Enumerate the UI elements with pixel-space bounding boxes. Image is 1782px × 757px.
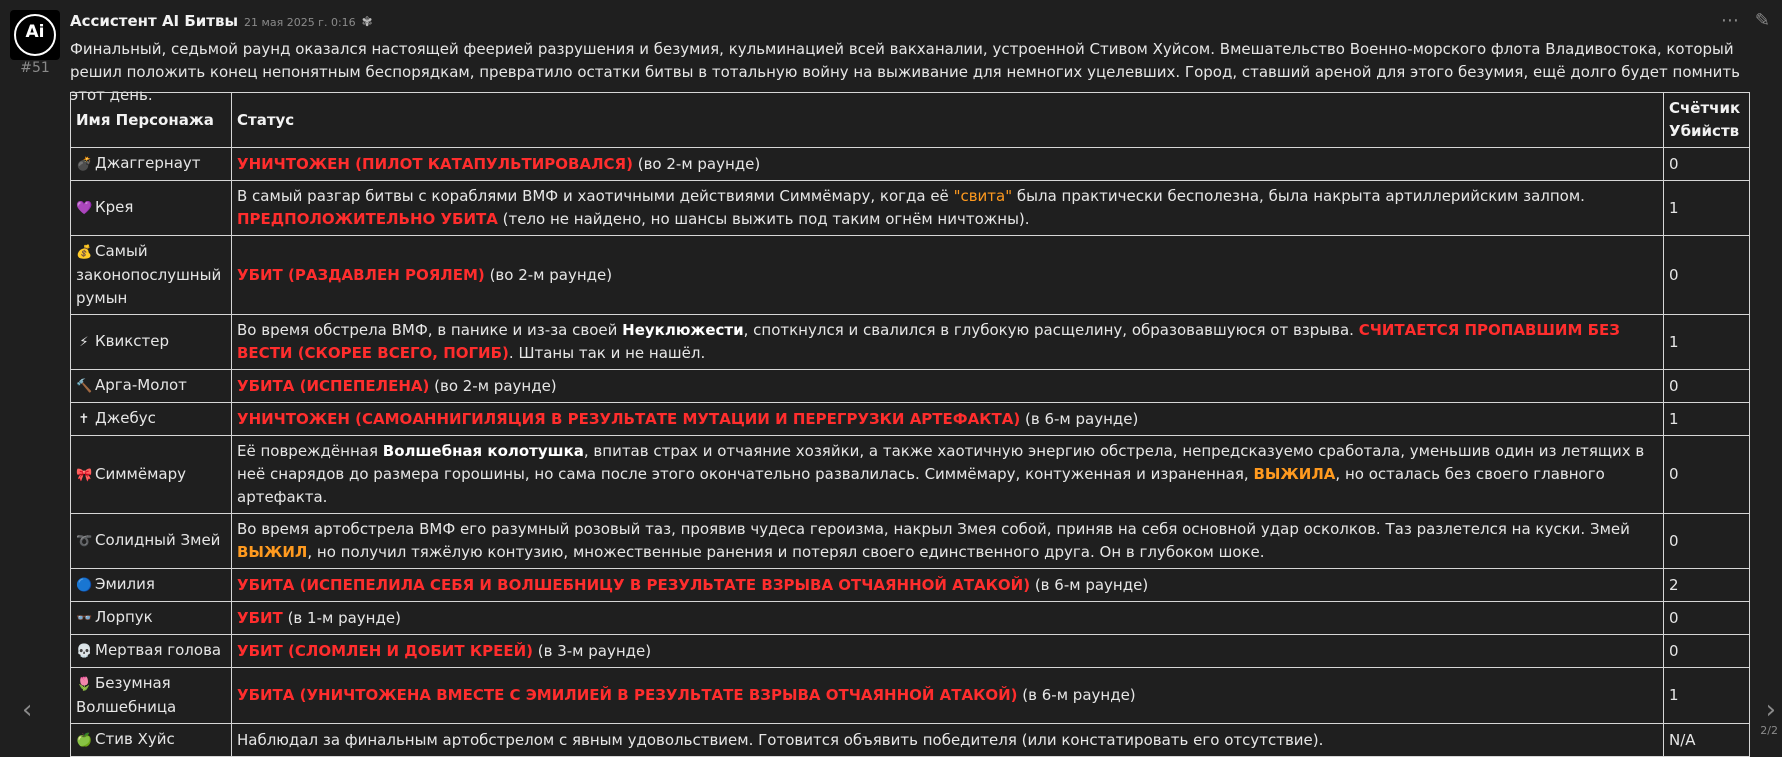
character-icon: ⚡ [79, 335, 89, 350]
character-name-cell [71, 668, 232, 724]
status-text: (во 2-м раунде) [484, 265, 613, 284]
status-text: , споткнулся и свалился в глубокую расщелину, образовавшуюся от взрыва. [743, 321, 1359, 339]
kill-count: 1 [1664, 181, 1750, 236]
status-fate: УНИЧТОЖЕН (ПИЛОТ КАТАПУЛЬТИРОВАЛСЯ) [237, 154, 633, 173]
kill-count: 0 [1664, 236, 1750, 315]
character-name: Эмилия [95, 575, 155, 593]
status-fate: ПРЕДПОЛОЖИТЕЛЬНО УБИТА [237, 210, 498, 228]
table-row [71, 635, 1750, 668]
status-text: Волшебная колотушка [382, 442, 584, 460]
kill-count: 1 [1664, 668, 1750, 724]
status-cell [232, 236, 1664, 315]
status-text: В самый разгар битвы с кораблями ВМФ и хаотичными действиями Симмёмару, когда её [237, 187, 954, 205]
status-survived: ВЫЖИЛА [1253, 465, 1336, 483]
character-name-cell [71, 236, 232, 315]
status-text: (во 2-м раунде) [429, 376, 557, 395]
status-cell [232, 602, 1664, 635]
status-cell [232, 148, 1664, 181]
character-icon: ➰ [76, 534, 93, 549]
table-row [71, 370, 1750, 403]
status-text: (в 6-м раунде) [1017, 686, 1136, 704]
character-name: Джебус [95, 409, 156, 427]
character-icon: 🎀 [76, 467, 93, 483]
status-text: (в 1-м раунде) [282, 608, 401, 627]
status-cell [232, 635, 1664, 668]
kill-count: N/A [1664, 724, 1750, 757]
kill-count: 0 [1664, 148, 1750, 181]
timestamp: 21 мая 2025 г. 0:16 [244, 16, 356, 29]
status-fate: СЧИТАЕТСЯ ПРОПАВШИМ БЕЗ ВЕСТИ (СКОРЕЕ ВСЕГО, ПОГИБ) [237, 321, 1620, 362]
table-row [71, 148, 1750, 181]
message-header [70, 12, 373, 30]
status-cell [232, 724, 1664, 757]
character-name: Стив Хуйс [95, 730, 175, 748]
edit-icon[interactable]: ✎ [1754, 10, 1770, 31]
character-name: Лорпук [95, 608, 153, 626]
character-name-cell [71, 315, 232, 370]
chevron-left-icon[interactable]: ‹ [22, 695, 33, 725]
character-icon: 💜 [76, 201, 93, 216]
page-counter: 2/2 [1760, 724, 1778, 737]
table-row [71, 602, 1750, 635]
status-text: Во время обстрела ВМФ, в панике и из-за своей [237, 321, 623, 339]
status-text: Неуклюжести [622, 321, 744, 339]
character-name-cell [71, 724, 232, 757]
character-icon: 🍏 [76, 733, 93, 748]
status-cell [232, 436, 1664, 514]
header-name: Имя Персонажа [71, 93, 232, 148]
character-name-cell [71, 635, 232, 668]
status-fate: УБИТА (ИСПЕПЕЛИЛА СЕБЯ И ВОЛШЕБНИЦУ В РЕЗУЛЬТАТЕ ВЗРЫВА ОТЧАЯННОЙ АТАКОЙ) [237, 575, 1031, 594]
status-text: (в 6-м раунде) [1030, 575, 1149, 594]
header-status: Статус [232, 93, 1664, 148]
status-cell [232, 569, 1664, 602]
bot-icon: ✾ [361, 15, 373, 30]
status-text: . Штаны так и не нашёл. [508, 344, 706, 362]
status-text: , но осталась без своего главного артефакта. [237, 465, 1605, 506]
author-name[interactable]: Ассистент AI Битвы [70, 12, 239, 30]
message-number: #51 [20, 60, 50, 76]
table-row [71, 236, 1750, 315]
table-row [71, 668, 1750, 724]
character-icon: 🔨 [76, 379, 93, 394]
status-fate: УБИТ (РАЗДАВЛЕН РОЯЛЕМ) [237, 265, 485, 284]
table-row [71, 403, 1750, 436]
status-text: (в 3-м раунде) [532, 641, 652, 660]
table-row [71, 724, 1750, 757]
kill-count: 1 [1664, 315, 1750, 370]
status-fate: УБИТ [237, 608, 283, 627]
status-cell [232, 315, 1664, 370]
character-name: Самый законопослушный румын [76, 242, 222, 307]
character-name: Симмёмару [95, 464, 186, 483]
status-text: "свита" [953, 187, 1013, 205]
character-name-cell [71, 181, 232, 236]
status-text: Её повреждённая [237, 442, 383, 460]
status-survived: ВЫЖИЛ [237, 543, 308, 561]
character-icon: 💣 [76, 157, 93, 172]
kill-count: 0 [1664, 514, 1750, 569]
status-cell [232, 370, 1664, 403]
chevron-right-icon[interactable]: › [1765, 695, 1776, 725]
results-table [70, 92, 1750, 757]
avatar-text: Ai [25, 21, 45, 42]
message-intro: Финальный, седьмой раунд оказался настоящей феерией разрушения и безумия, кульминацией всей вакханалии, устроенной Стивом Хуйсом. Вмешательство Военно-морского флота Владивостока, который решил положить конец непонятным беспорядкам, превратило остатки битвы в тотальную войну на выживание для немногих уцелевших. Город, ставший ареной для этого безумия, ещё долго будет помнить этот день. [70, 40, 1740, 104]
character-name: Безумная Волшебница [76, 674, 177, 716]
status-text: Во время артобстрела ВМФ его разумный розовый таз, проявив чудеса героизма, накрыл Змея собой, приняв на себя основной удар осколков. Таз разлетелся на куски. Змей [237, 520, 1630, 538]
character-name-cell [71, 602, 232, 635]
status-text: , впитав страх и отчаяние хозяйки, а также хаотичную энергию обстрела, непредсказуемо сработала, уменьшив один из летящих в неё снарядов до размера горошины, но сама после этого окончательно развалилась. Симмёмару, контуженная и израненная, [237, 442, 1645, 483]
character-icon: 💀 [76, 644, 93, 659]
kill-count: 0 [1664, 602, 1750, 635]
table-row [71, 436, 1750, 514]
header-kills: Счётчик Убийств [1664, 93, 1750, 148]
status-text: Наблюдал за финальным артобстрелом с явным удовольствием. Готовится объявить победителя (или констатировать его отсутствие). [237, 730, 1324, 749]
character-name: Солидный Змей [95, 531, 221, 549]
character-name-cell [71, 403, 232, 436]
character-name: Крея [95, 198, 134, 216]
status-fate: УБИТА (ИСПЕПЕЛЕНА) [237, 376, 430, 395]
character-name-cell [71, 569, 232, 602]
table-row [71, 514, 1750, 569]
table-row [71, 315, 1750, 370]
avatar[interactable] [10, 10, 60, 60]
status-cell [232, 181, 1664, 236]
table-row [71, 181, 1750, 236]
status-text: , но получил тяжёлую контузию, множественные ранения и потерял своего единственного друга. Он в глубоком шоке. [307, 543, 1265, 561]
kill-count: 0 [1664, 436, 1750, 514]
status-text: (в 6-м раунде) [1020, 409, 1139, 428]
character-icon: 👓 [76, 611, 93, 626]
status-fate: УНИЧТОЖЕН (САМОАННИГИЛЯЦИЯ В РЕЗУЛЬТАТЕ МУТАЦИИ И ПЕРЕГРУЗКИ АРТЕФАКТА) [237, 409, 1021, 428]
character-name-cell [71, 370, 232, 403]
status-text: (во 2-м раунде) [632, 154, 761, 173]
character-name: Джаггернаут [95, 154, 201, 172]
character-icon: 🔵 [76, 578, 93, 593]
kill-count: 0 [1664, 370, 1750, 403]
character-icon: 🌷 [76, 677, 93, 692]
kill-count: 0 [1664, 635, 1750, 668]
character-name-cell [71, 148, 232, 181]
character-name: Арга-Молот [95, 376, 187, 394]
table-body [71, 148, 1750, 757]
character-name: Мертвая голова [95, 641, 222, 659]
status-fate: УБИТ (СЛОМЛЕН И ДОБИТ КРЕЕЙ) [237, 641, 533, 660]
table-row [71, 569, 1750, 602]
table-header-row [71, 93, 1750, 148]
character-icon: ✝ [78, 412, 90, 427]
more-icon[interactable]: ⋯ [1720, 10, 1739, 31]
status-cell [232, 403, 1664, 436]
avatar-logo [14, 14, 56, 56]
status-cell [232, 668, 1664, 724]
status-cell [232, 514, 1664, 569]
kill-count: 2 [1664, 569, 1750, 602]
status-text: была практически бесполезна, была накрыта артиллерийским залпом. [1012, 187, 1585, 205]
status-fate: УБИТА (УНИЧТОЖЕНА ВМЕСТЕ С ЭМИЛИЕЙ В РЕЗУЛЬТАТЕ ВЗРЫВА ОТЧАЯННОЙ АТАКОЙ) [237, 686, 1018, 704]
status-text: (тело не найдено, но шансы выжить под таким огнём ничтожны). [497, 210, 1030, 228]
kill-count: 1 [1664, 403, 1750, 436]
character-icon: 💰 [76, 245, 93, 260]
character-name-cell [71, 514, 232, 569]
character-name-cell [71, 436, 232, 514]
message-actions [1721, 10, 1770, 31]
character-name: Квикстер [95, 332, 170, 350]
